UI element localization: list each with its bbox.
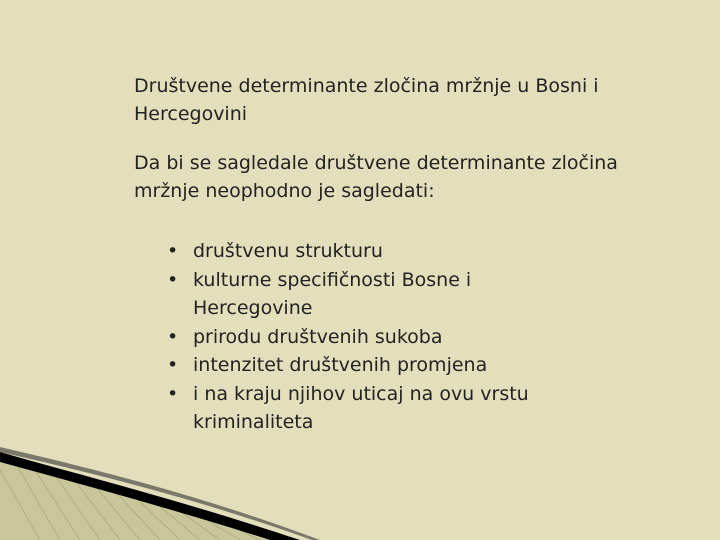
bullet-dot: •	[167, 240, 179, 262]
list-item	[167, 380, 537, 437]
list-item-text: intenzitet društvenih promjena	[193, 354, 488, 376]
bullet-dot: •	[167, 354, 179, 376]
bullet-dot: •	[167, 382, 179, 405]
list-item-text: kulturne specifičnosti Bosne i Hercegovine	[193, 268, 472, 319]
bullet-dot: •	[167, 325, 179, 348]
list-item-text: društvenu strukturu	[193, 240, 383, 262]
list-item	[167, 351, 537, 380]
bullet-list	[167, 237, 537, 437]
bullet-dot: •	[167, 268, 179, 291]
list-item	[167, 323, 537, 352]
list-item	[167, 237, 537, 266]
list-item-text: i na kraju njihov uticaj na ovu vrstu kriminaliteta	[193, 382, 529, 433]
list-item-text: prirodu društvenih sukoba	[193, 325, 443, 348]
list-item	[167, 266, 537, 323]
intro-text: Da bi se sagledale društvene determinante zločina mržnje neophodno je sagledati:	[134, 152, 618, 202]
slide-title: Društvene determinante zločina mržnje u Bosni i Hercegovini	[134, 75, 599, 125]
